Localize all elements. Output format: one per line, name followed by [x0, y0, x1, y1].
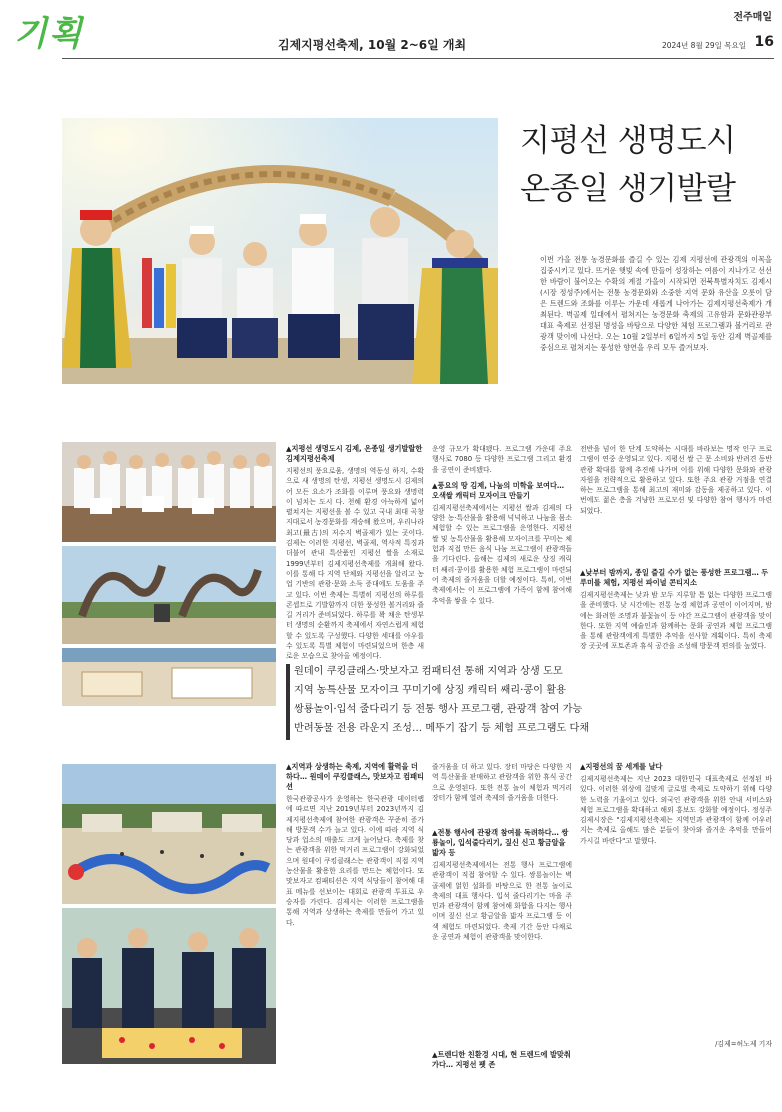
subhead: ▲트렌디한 친환경 시대, 현 트렌드에 발맞춰 가다… 지평선 펫 존 [432, 1050, 571, 1069]
photo-rice-cutting [62, 908, 276, 1064]
callout-line-3: 쌍룡놀이·입석 줄다리기 등 전통 행사 프로그램, 관광객 참여 가능 [294, 704, 583, 715]
section-logo: 기획 [14, 14, 84, 54]
body-paragraph: 김제지평선축제는 지난 2023 대한민국 대표축제로 선정된 바 있다. 이러한 위상에 걸맞게 글로벌 축제로 도약하기 위해 다양한 노력을 기울이고 있다. 외국인 관광객을 위한 안내 서비스와 체험 프로그램을 확대하고 해외 홍보도 강화할 예정이다. 정성주 김제시장은 "김제지평선축제는 지역민과 관광객이 함께 어우러지는 축제로 올해도 많은 분들이 찾아와 즐거운 추억을 만들어 가시길 바란다"고 말했다. [580, 775, 772, 845]
photo-dragon-parade [62, 764, 276, 904]
subhead: ▲낮부터 밤까지, 종일 즐길 수가 없는 풍성한 프로그램… 두루미를 체험, 지평선 파이널 콘티지소 [580, 568, 769, 587]
page-number: 16 [754, 34, 774, 50]
header-divider [62, 58, 774, 59]
body-paragraph: 김제지평선축제에서는 지평선 쌀과 김제의 다양한 농·특산물을 활용해 넉넉하고 나눔을 몸소 체험할 수 있는 프로그램을 운영한다. 지평선 쌀 및 농특산물을 활용해 모자이크를 꾸미는 체험과 직접 만든 음식 나눔 프로그램이 관광객들을 기다린다. 올해는 김제의 새로운 상징 캐릭터 쌔리·콩이를 활용한 체험 프로그램이 마련되어 축제의 즐거움을 더할 예정이다. 특히, 이번 축제에서는 이 프로그램에 가족이 함께 참여해 추억을 쌓을 수 있다. [432, 503, 572, 605]
callout-line-2: 지역 농특산물 모자이크 꾸미기에 상징 캐릭터 쌔리·콩이 활용 [294, 685, 566, 696]
photo-festival-ground [62, 648, 276, 706]
column-1-bottom [286, 762, 424, 1094]
publication-date: 2024년 8월 29일 목요일 [661, 41, 746, 50]
column-1-top [286, 444, 424, 662]
callout-line-1: 원데이 쿠킹클래스·맛보자고 컴패티션 통해 지역과 상생 도모 [294, 666, 563, 677]
body-paragraph: 김제지평선축제는 낮과 밤 모두 지루할 틈 없는 다양한 프로그램을 준비했다. 낮 시간에는 전통 농경 체험과 공연이 이어지며, 밤에는 화려한 조명과 불꽃놀이 등 야간 프로그램이 관광객을 맞이한다. 또한 지역 예술인과 함께하는 문화 공연과 체험 프로그램을 통해 관람객에게 특별한 추억을 선사할 계획이다. 특히 축제장 곳곳에 포토존과 휴식 공간을 조성해 방문객 편의를 높였다. [580, 591, 772, 651]
page-headline: 김제지평선축제, 10월 2~6일 개최 [278, 38, 467, 52]
byline: /김제=허노제 기자 [715, 1040, 772, 1048]
subhead: ▲지평선 생명도시 김제, 온종일 생기발랄한 김제지평선축제 [286, 444, 423, 463]
main-photo [62, 118, 498, 384]
newspaper-name: 전주매일 [733, 12, 772, 23]
body-paragraph: 전반을 넘어 한 단계 도약하는 시대를 바라보는 명작 인구 프로그램이 연중 운영되고 있다. 지평선 쌀 근 문 소비와 반려견 동반 관광 확대를 함께 추진해 나가며 이를 위해 다양한 문화와 관광 자원을 전략적으로 활용하고 있다. 또한 주요 관광 거점을 연결하는 프로그램을 통해 최고의 재미와 감동을 제공하고 있다. 이번에도 젊은 층을 겨냥한 프로모션 및 다양한 참여 행사가 마련되었다. [580, 445, 772, 515]
subhead: ▲지평선의 꿈 세계를 날다 [580, 762, 663, 771]
body-paragraph: 운영 규모가 확대됐다. 프로그램 가운데 주요 행사로 7080 등 다양한 프로그램 그리고 환경을 공연이 준비됐다. [432, 445, 572, 474]
column-3-bottom [580, 762, 772, 1048]
photo-chefs [62, 442, 276, 542]
article-title-line-2: 온종일 생기발랄 [520, 171, 736, 207]
article-title-line-1: 지평선 생명도시 [520, 123, 736, 159]
body-paragraph: 김제지평선축제에서는 전통 행사 프로그램에 관광객이 직접 참여할 수 있다. 쌍룡놀이는 벽골제에 얽힌 설화를 바탕으로 한 전통 놀이로 축제의 대표 행사다. 입석 줄다리기는 마을 주민과 관광객이 함께 참여해 화합을 다지는 행사이며 짚신 신고 황금알을 밟자 프로그램 등 이색 체험도 마련되었다. 축제 기간 동안 다채로운 공연과 체험이 관광객을 맞이한다. [432, 861, 572, 942]
body-paragraph: 한국관광공사가 운영하는 한국관광 데이터랩에 따르면 지난 2019년부터 2023년까지 김제지평선축제에 참여한 관광객은 꾸준히 증가해 방문객 수가 늘고 있다. 이에 따라 지역 식당과 업소의 매출도 크게 늘어났다. 축제를 찾는 관광객을 위한 먹거리 프로그램이 강화되었으며 원데이 쿠킹클래스는 관광객이 직접 지역 농산물을 활용한 요리를 만드는 체험이다. 또 맛보자고 컴패티션은 지역 식당들이 참여해 대표 메뉴를 선보이는 대회로 관광객 투표로 우승자를 가린다. 김제시는 이러한 프로그램을 통해 지역과 상생하는 축제를 만들어 가고 있다. [286, 795, 424, 927]
subhead: ▲지역과 상생하는 축제, 지역에 활력을 더하다… 원데이 쿠킹클래스, 맛보자고 컴패티션 [286, 762, 424, 791]
column-2-top [432, 444, 572, 645]
body-paragraph: 지평선의 풍요로움, 생명의 역동성 하지, 수확으로 새 생명의 탄생, 지평선 생명도시 김제의 어 모든 요소가 조화를 이루며 풍요와 생명력이 넘치는 도시 다. 천혜 환경 아늑하게 넓어 펼쳐지는 지평선을 볼 수 있고 국내 최대 곡창지대로서 농경문화를 계승해 왔으며, 우리나라 최고(最古)의 저수지 벽골제가 있는 곳이다. 김제는 이러한 지평선, 벽골제, 역사적 특징과 더불어 관내 특산품인 지평선 쌀을 소재로 1999년부터 김제지평선축제를 개최해 왔다. 이를 통해 다 지역 단체와 지평선을 알리고 농업 기반의 관광·문화 소득 증대에도 도움을 주고 있다. 이번 축제는 특별히 지평선의 하루를 콘셉트로 기발함까지 더한 풍성한 볼거리와 즐길 거리가 준비되었다. 하루를 꽉 채운 탄생부터 생명의 순환까지 축제에서 자연스럽게 체험할 수 있도록 구성했다. 다양한 세대를 아우를 수 있도록 특별 체험이 마련되었으며 한층 새로운 모습으로 찾아올 예정이다. [286, 467, 424, 661]
callout-line-4: 반려동물 전용 라운지 조성… 메뚜기 잡기 등 체험 프로그램도 다채 [294, 723, 590, 734]
column-3-top [580, 444, 772, 708]
subhead: ▲전통 행사에 관광객 참여를 독려하다… 쌍룡놀이, 입석줄다리기, 짚신 신고 황금알을 밟자 등 [432, 828, 569, 857]
subhead: ▲풍요의 땅 김제, 나눔의 미학을 보여다… 오색쌀 캐릭터 모자이크 만들기 [432, 480, 565, 500]
column-2-bottom [432, 762, 572, 1070]
callout-bar [286, 664, 290, 740]
body-paragraph: 즐거움을 더 하고 있다. 장터 마당은 다양한 지역 특산물을 판매하고 관람객을 위한 휴식 공간으로 운영된다. 또한 전통 놀이 체험과 먹거리 장터가 함께 열려 축제의 즐거움을 더한다. [432, 763, 572, 802]
lead-paragraph: 이번 가을 전통 농경문화를 즐길 수 있는 김제 지평선에 관광객의 이목을 집중시키고 있다. 뜨거운 햇빛 속에 만들어 성장하는 여름이 지나가고 선선한 바람이 불어오는 수확의 계절 가을이 시작되면 전북특별자치도 김제시(시장 정성주)에서는 전통 농경문화와 소중한 지역 문화 유산을 오롯이 담은 트렌드와 조화를 이루는 가운데 새롭게 나아가는 김제지평선축제가 개최된다. 벽골제 일대에서 펼쳐지는 농경문화 축제의 고유함과 문화관광부 대표 축제로 선정된 명성을 바탕으로 다양한 체험 프로그램과 볼거리로 관광객 맞이에 나선다. 오는 10월 2일부터 6일까지 5일 동안 김제 벽골제를 중심으로 펼쳐지는 풍성한 향연을 우리 모두 즐겨보자. [540, 255, 772, 352]
photo-dragon-structure [62, 546, 276, 644]
